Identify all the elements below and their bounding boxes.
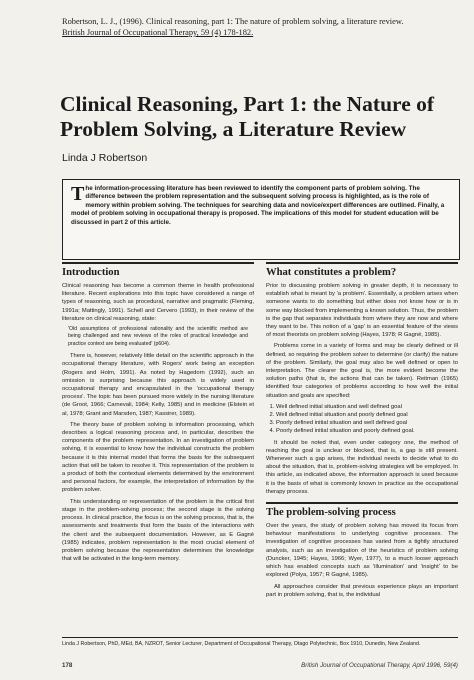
paragraph: Prior to discussing problem solving in greater depth, it is necessary to establish what is meant by 'a problem'. Essentially, a problem arises when someone wants to do something but either does not know how or is in some way blocked from implementing a known solution. Thus, the problem is the gap that separates individuals from where they are now and where they want to be. This notion of a 'gap' is an essential feature of the views of most theorists on problem solving (Hayes, 1978; R Gagné, 1985). <box>266 283 458 339</box>
section-heading-problem: What constitutes a problem? <box>266 262 458 279</box>
paragraph: There is, however, relatively little detail on the scientific approach in the occupational therapy literature, with Rogers' work being an exception (Rogers and Holm, 1991). As noted by Hagedorn (1992), such an omission is surprising because this approach is widely used in occupational therapy and encapsulated in the 'occupational therapy process'. The topic has been pursued more widely in the nursing literature (de Groot, 1966; Carnevali, 1984; Kelly, 1985) and in medicine (Elstein et al, 1978; Grant and Marsden, 1987; Kassirer, 1989). <box>62 353 254 417</box>
right-column <box>266 262 458 602</box>
problem-categories-list <box>266 403 458 436</box>
citation-line-1: Robertson, L. J., (1996). Clinical reasoning, part 1: The nature of problem solving, a literature review. <box>62 17 404 26</box>
citation-line-2: British Journal of Occupational Therapy, 59 (4) 178-182. <box>62 28 254 37</box>
list-item: 2. Well defined initial situation and poorly defined goal <box>276 411 458 419</box>
list-item: 3. Poorly defined initial situation and well defined goal <box>276 419 458 427</box>
paragraph: Over the years, the study of problem solving has moved its focus from behaviour manifestations to underlying cognitive processes. The investigation of cognitive processes has varied from a tightly structured analysis, such as an investigation of the heuristics of problem solving (Duncker, 1945; Hayes, 1966; Wyer, 1977), to a much looser approach which has enabled concepts such as 'illumination' and 'insight' to be explored (Polya, 1957; R Gagné, 1985). <box>266 523 458 579</box>
abstract-body: he information-processing literature has been reviewed to identify the component parts of problem solving. The difference between the problem representation and the subsequent solving process is highlighted, as is the role of memory within problem solving. The techniques for searching data and novice/expert differences are outlined. Finally, a model of problem solving in occupational therapy is proposed. The implications of this model for student education will be discussed in part 2 of this article. <box>71 185 445 226</box>
section-heading-problem-solving-process: The problem-solving process <box>266 502 458 519</box>
abstract-dropcap: T <box>71 183 85 205</box>
section-heading-introduction: Introduction <box>62 262 254 279</box>
paragraph: The theory base of problem solving is information processing, which describes a logical reasoning process and, in particular, describes the components of the problem representation. In an investigation of problem solving, it is essential to know how the individual constructs the problem because it is this internal model that forms the basis for the subsequent action that will be taken to resolve it. This representation of the problem is a product of both the contextual elements determined by the environment and personal factors, for example, the interpretation of information by the problem solver. <box>62 421 254 494</box>
author-name: Linda J Robertson <box>62 152 148 164</box>
page-number: 178 <box>62 662 73 669</box>
paragraph: All approaches consider that previous experience plays an important part in problem solving, that is, the individual <box>266 583 458 598</box>
block-quote: 'Old assumptions of professional rationality and the scientific method are being challenged and new reviews of the roles of practical knowledge and practice context are being evaluated' (p604). <box>68 326 248 347</box>
journal-footer: British Journal of Occupational Therapy, April 1996, 59(4) <box>301 662 458 669</box>
list-item: 1. Well defined initial situation and well defined goal <box>276 403 458 411</box>
paragraph: This understanding or representation of the problem is the critical first stage in the problem-solving process; the second stage is the solving process. In clinical practice, the focus is on the solving process, that is, the assessments and treatments that form the basis of the interactions with the client and the subsequent documentation. However, as E Gagné (1985) indicates, problem representation is the most crucial element of problem solving because the representation determines the knowledge that will be activated in the long-term memory. <box>62 498 254 563</box>
paragraph: It should be noted that, even under category one, the method of reaching the goal is unclear or blocked, that is, a gap is still present. Whenever such a gap arises, the individual needs to decide what to do about the situation, that is, problem-solving strategies will be employed. In this article, as indicated above, the information approach is used because it is the basis of what is commonly known in practice as the occupational therapy process. <box>266 439 458 495</box>
paragraph: Problems come in a variety of forms and may be clearly defined or ill defined, so requiring the problem solver to determine (or clarify) the nature of the problem. Similarly, the goal may also be well defined or open to interpretation. The clearer the goal is, the more evident become the solution paths (that is, the actions that can be taken). Reitman (1965) identified four categories of problems according to how well the initial situation and goals are specified: <box>266 343 458 399</box>
paragraph: Clinical reasoning has become a common theme in health professional literature. Recent explorations into this topic have considered a range of types of reasoning, such as procedural, narrative and pragmatic (Fleming, 1991a; Mattingly, 1991). Schell and Cervero (1993), in their review of the literature on clinical reasoning, state: <box>62 283 254 322</box>
list-item: 4. Poorly defined initial situation and poorly defined goal. <box>276 427 458 435</box>
left-column <box>62 262 254 566</box>
abstract-text <box>63 180 459 231</box>
author-footnote: Linda J Robertson, PhD, MEd, BA, NZROT, Senior Lecturer, Department of Occupational Therapy, Otago Polytechnic, Box 1910, Dunedin, New Zealand. <box>62 637 458 648</box>
page-footer <box>62 662 458 669</box>
article-title: Clinical Reasoning, Part 1: the Nature of Problem Solving, a Literature Review <box>60 92 435 141</box>
abstract-box <box>62 179 460 260</box>
citation <box>62 16 457 38</box>
